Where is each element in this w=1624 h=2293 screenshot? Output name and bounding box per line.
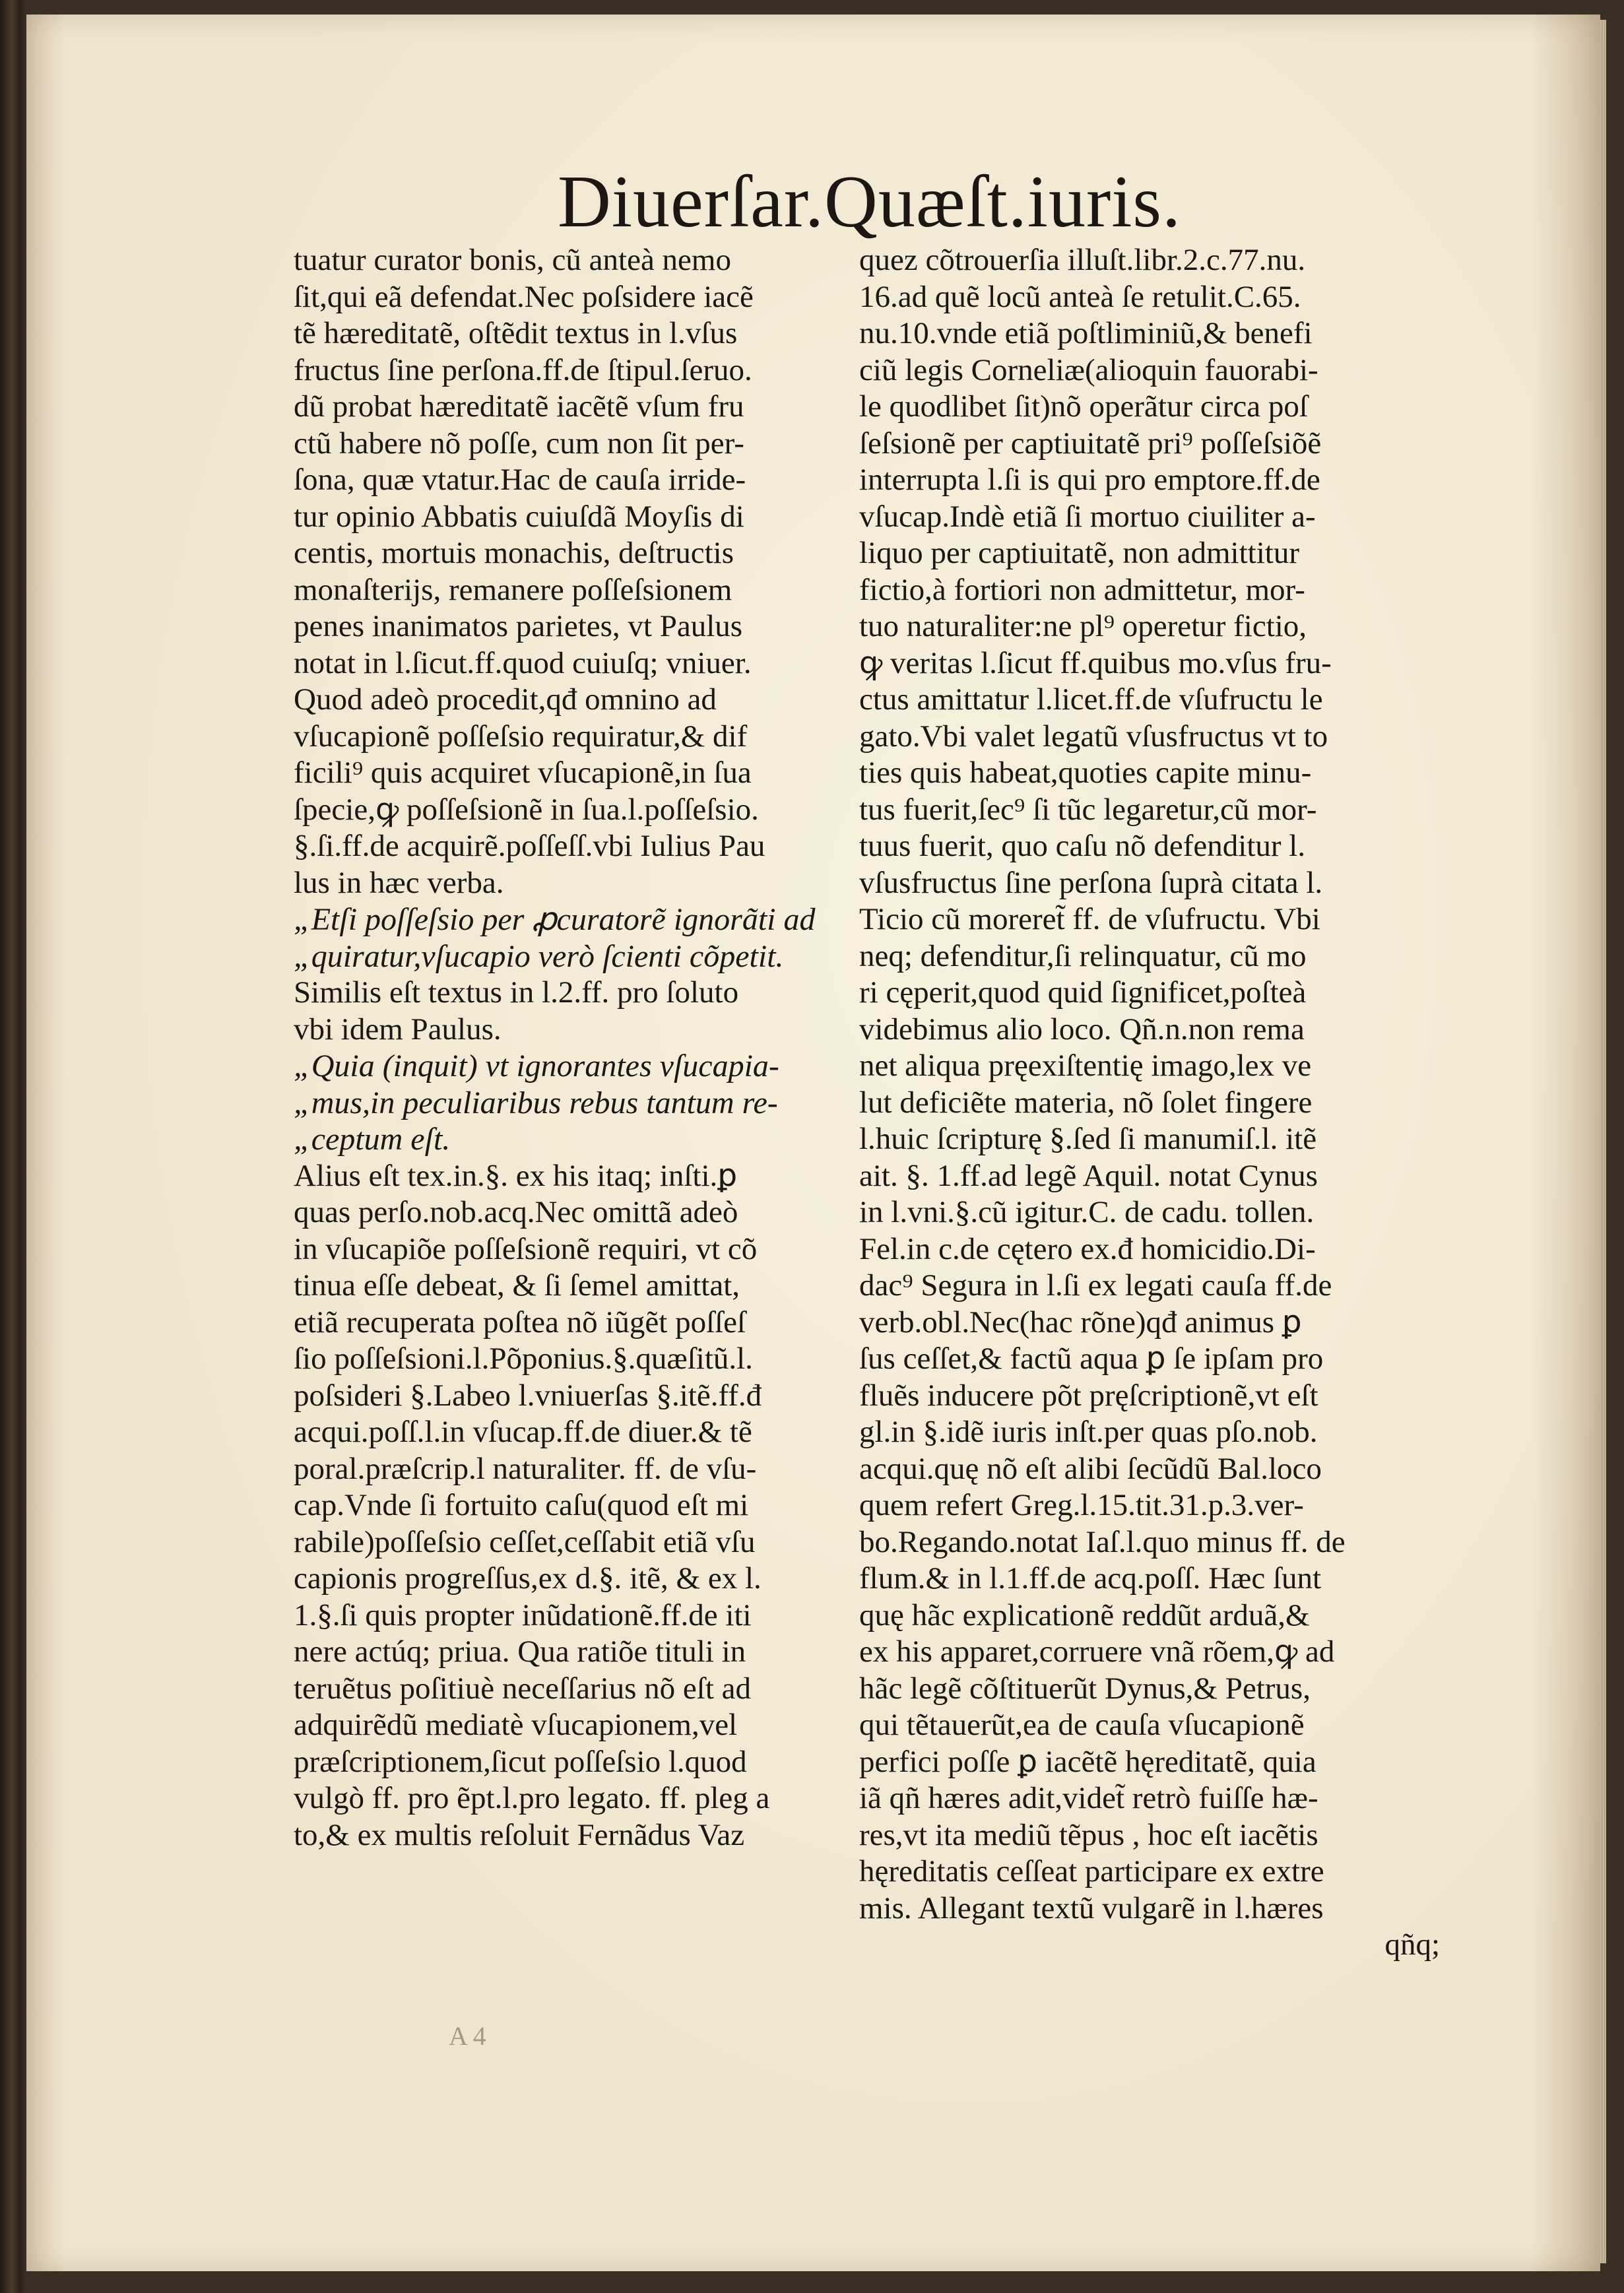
text-line: „mus,in peculiaribus rebus tantum re- bbox=[294, 1085, 778, 1120]
text-line: penes inanimatos parietes, vt Paulus bbox=[294, 609, 743, 643]
text-line: ſio poſſeſsioni.l.Põponius.§.quæſitũ.l. bbox=[294, 1341, 753, 1376]
signature-mark: A 4 bbox=[449, 2021, 486, 2051]
text-line: qñq; bbox=[1384, 1927, 1440, 1962]
text-line: ꝙ veritas l.ſicut ff.quibus mo.vſus fru- bbox=[859, 645, 1332, 680]
text-line: tuatur curator bonis, cũ anteà nemo bbox=[294, 243, 731, 277]
text-line: vſucapionẽ poſſeſsio requiratur,& dif bbox=[294, 719, 748, 754]
right-text-column bbox=[859, 242, 1440, 1964]
text-line: acqui.quę nõ eſt alibi ſecũdũ Bal.loco bbox=[859, 1451, 1322, 1486]
text-line: tẽ hæreditatẽ, oſtẽdit textus in l.vſus bbox=[294, 316, 738, 350]
text-line: tinua eſſe debeat, & ſi ſemel amittat, bbox=[294, 1268, 740, 1303]
text-line: vbi idem Paulus. bbox=[294, 1012, 502, 1047]
text-line: ſpecie,ꝙ poſſeſsionẽ in ſua.l.poſſeſsio. bbox=[294, 792, 759, 827]
text-line: l.huic ſcripturę §.ſed ſi manumiſ.l. itẽ bbox=[859, 1122, 1317, 1156]
text-line: tur opinio Abbatis cuiuſdã Moyſis di bbox=[294, 499, 744, 534]
running-header-title: Diuerſar.Quæſt.iuris. bbox=[558, 161, 1181, 243]
text-line: qui tẽtauerũt,ea de cauſa vſucapionẽ bbox=[859, 1708, 1305, 1742]
text-line: 1.§.ſi quis propter inũdationẽ.ff.de iti bbox=[294, 1598, 752, 1632]
text-line: ex his apparet,corruere vnã rõem,ꝙ ad bbox=[859, 1634, 1335, 1669]
left-text-column bbox=[294, 242, 874, 1854]
text-line: fictio,à fortiori non admittetur, mor- bbox=[859, 572, 1305, 607]
text-line: adquirẽdũ mediatè vſucapionem,vel bbox=[294, 1708, 738, 1742]
text-line: interrupta l.ſi is qui pro emptore.ff.de bbox=[859, 463, 1320, 497]
text-line: dac⁹ Segura in l.ſi ex legati cauſa ff.de bbox=[859, 1268, 1332, 1303]
text-line: dũ probat hæreditatẽ iacẽtẽ vſum fru bbox=[294, 389, 744, 424]
text-line: ſus ceſſet,& factũ aqua ꝑ ſe ipſam pro bbox=[859, 1341, 1324, 1376]
text-line: „ceptum eſt. bbox=[294, 1122, 451, 1157]
text-line: Alius eſt tex.in.§. ex his itaq; inſti.ꝑ bbox=[294, 1158, 738, 1193]
running-header bbox=[26, 160, 1600, 245]
text-line: hęreditatis ceſſeat participare ex extre bbox=[859, 1854, 1324, 1889]
text-line: liquo per captiuitatẽ, non admittitur bbox=[859, 536, 1299, 570]
text-line: ſeſsionẽ per captiuitatẽ pri⁹ poſſeſsiõẽ bbox=[859, 426, 1322, 461]
text-line: tuus fuerit, quo caſu nõ defenditur l. bbox=[859, 829, 1306, 863]
text-line: teruẽtus poſitiuè neceſſarius nõ eſt ad bbox=[294, 1671, 752, 1706]
text-line: acqui.poſſ.l.in vſucap.ff.de diuer.& tẽ bbox=[294, 1415, 752, 1449]
text-line: videbimus alio loco. Qñ.n.non rema bbox=[859, 1012, 1305, 1047]
text-line: lus in hæc verba. bbox=[294, 865, 504, 900]
text-line: centis, mortuis monachis, deſtructis bbox=[294, 536, 734, 570]
text-line: Ticio cũ moreret̃ ff. de vſufructu. Vbi bbox=[859, 902, 1320, 936]
text-line: rabile)poſſeſsio ceſſet,ceſſabit etiã vſu bbox=[294, 1524, 756, 1559]
text-line: tuo naturaliter:ne pl⁹ operetur fictio, bbox=[859, 609, 1307, 643]
text-line: ties quis habeat,quoties capite minu- bbox=[859, 756, 1312, 790]
text-line: ciũ legis Corneliæ(alioquin fauorabi- bbox=[859, 352, 1318, 387]
text-line: iã qñ hæres adit,videt̃ retrò fuiſſe hæ- bbox=[859, 1781, 1318, 1815]
text-line: monaſterijs, remanere poſſeſsionem bbox=[294, 572, 732, 607]
text-line: gl.in §.idẽ iuris inſt.per quas pſo.nob. bbox=[859, 1415, 1318, 1449]
text-line: præſcriptionem,ſicut poſſeſsio l.quod bbox=[294, 1744, 747, 1779]
text-line: Quod adeò procedit,qđ omnino ad bbox=[294, 682, 717, 717]
text-line: notat in l.ſicut.ff.quod cuiuſq; vniuer. bbox=[294, 645, 752, 680]
text-line: gato.Vbi valet legatũ vſusfructus vt to bbox=[859, 719, 1328, 754]
text-line: vſucap.Indè etiã ſi mortuo ciuiliter a- bbox=[859, 499, 1316, 534]
text-line: 16.ad quẽ locũ anteà ſe retulit.C.65. bbox=[859, 279, 1301, 314]
text-line: quę hãc explicationẽ reddũt arduã,& bbox=[859, 1598, 1310, 1632]
text-line: res,vt ita mediũ tẽpus , hoc eſt iacẽtis bbox=[859, 1817, 1318, 1852]
text-line: to,& ex multis reſoluit Fernãdus Vaz bbox=[294, 1817, 745, 1852]
text-line: capionis progreſſus,ex d.§. itẽ, & ex l. bbox=[294, 1561, 762, 1596]
text-line: vulgò ff. pro ẽpt.l.pro legato. ff. pleg a bbox=[294, 1781, 770, 1815]
text-line: ri cęperit,quod quid ſignificet,poſteà bbox=[859, 975, 1307, 1010]
text-line: ficili⁹ quis acquiret vſucapionẽ,in ſua bbox=[294, 756, 752, 790]
text-line: nu.10.vnde etiã poſtliminiũ,& benefi bbox=[859, 316, 1313, 350]
text-line: etiã recuperata poſtea nõ iũgẽt poſſeſ bbox=[294, 1305, 746, 1340]
text-line: ait. §. 1.ff.ad legẽ Aquil. notat Cynus bbox=[859, 1158, 1318, 1193]
text-line: „quiratur,vſucapio verò ſcienti cõpetit. bbox=[294, 938, 784, 974]
text-line: nere actúq; priua. Qua ratiõe tituli in bbox=[294, 1634, 746, 1669]
text-line: §.ſi.ff.de acquirẽ.poſſeſſ.vbi Iulius Pau bbox=[294, 829, 765, 863]
text-line: quas perſo.nob.acq.Nec omittã adeò bbox=[294, 1195, 738, 1229]
text-line: neq; defenditur,ſi relinquatur, cũ mo bbox=[859, 938, 1307, 973]
text-line: ctũ habere nõ poſſe, cum non ſit per- bbox=[294, 426, 744, 461]
text-line: fructus ſine perſona.ff.de ſtipul.ſeruo. bbox=[294, 352, 752, 387]
text-line: flum.& in l.1.ff.de acq.poſſ. Hæc ſunt bbox=[859, 1561, 1322, 1596]
text-line: quez cõtrouerſia illuſt.libr.2.c.77.nu. bbox=[859, 243, 1306, 277]
text-line: lut deficiẽte materia, nõ ſolet fingere bbox=[859, 1085, 1313, 1120]
text-line: quem refert Greg.l.15.tit.31.p.3.ver- bbox=[859, 1488, 1304, 1522]
text-line: vſusfructus ſine perſona ſuprà citata l. bbox=[859, 865, 1323, 900]
text-line: poral.præſcrip.l naturaliter. ff. de vſu- bbox=[294, 1451, 757, 1486]
text-line: „Quia (inquit) vt ignorantes vſucapia- bbox=[294, 1049, 779, 1083]
text-line: net aliqua pręexiſtentię imago,lex ve bbox=[859, 1049, 1312, 1083]
text-line: „Etſi poſſeſsio per ꝓcuratorẽ ignorãti ad bbox=[294, 902, 816, 937]
text-line: poſsideri §.Labeo l.vniuerſas §.itẽ.ff.đ bbox=[294, 1378, 762, 1413]
text-line: verb.obl.Nec(hac rõne)qđ animus ꝑ bbox=[859, 1305, 1302, 1340]
text-line: mis. Allegant textũ vulgarẽ in l.hæres bbox=[859, 1890, 1324, 1925]
text-line: le quodlibet ſit)nõ operãtur circa poſ bbox=[859, 389, 1308, 424]
text-line: in l.vni.§.cũ igitur.C. de cadu. tollen. bbox=[859, 1195, 1315, 1229]
text-line: fluẽs inducere põt pręſcriptionẽ,vt eſt bbox=[859, 1378, 1318, 1413]
text-line: tus fuerit,ſec⁹ ſi tũc legaretur,cũ mor- bbox=[859, 792, 1317, 827]
text-line: cap.Vnde ſi fortuito caſu(quod eſt mi bbox=[294, 1488, 749, 1522]
text-line: Fel.in c.de cętero ex.đ homicidio.Di- bbox=[859, 1231, 1316, 1266]
text-line: ctus amittatur l.licet.ff.de vſufructu le bbox=[859, 682, 1323, 717]
text-line: in vſucapiõe poſſeſsionẽ requiri, vt cõ bbox=[294, 1231, 758, 1266]
text-line: hãc legẽ cõſtituerũt Dynus,& Petrus, bbox=[859, 1671, 1311, 1706]
text-line: ſit,qui eã defendat.Nec poſsidere iacẽ bbox=[294, 279, 754, 314]
text-line: perfici poſſe ꝑ iacẽtẽ hęreditatẽ, quia bbox=[859, 1744, 1316, 1779]
text-line: ſona, quæ vtatur.Hac de cauſa irride- bbox=[294, 463, 746, 497]
book-page bbox=[26, 15, 1600, 2271]
text-line: Similis eſt textus in l.2.ff. pro ſoluto bbox=[294, 975, 739, 1010]
text-line: bo.Regando.notat Iaſ.l.quo minus ff. de bbox=[859, 1524, 1346, 1559]
